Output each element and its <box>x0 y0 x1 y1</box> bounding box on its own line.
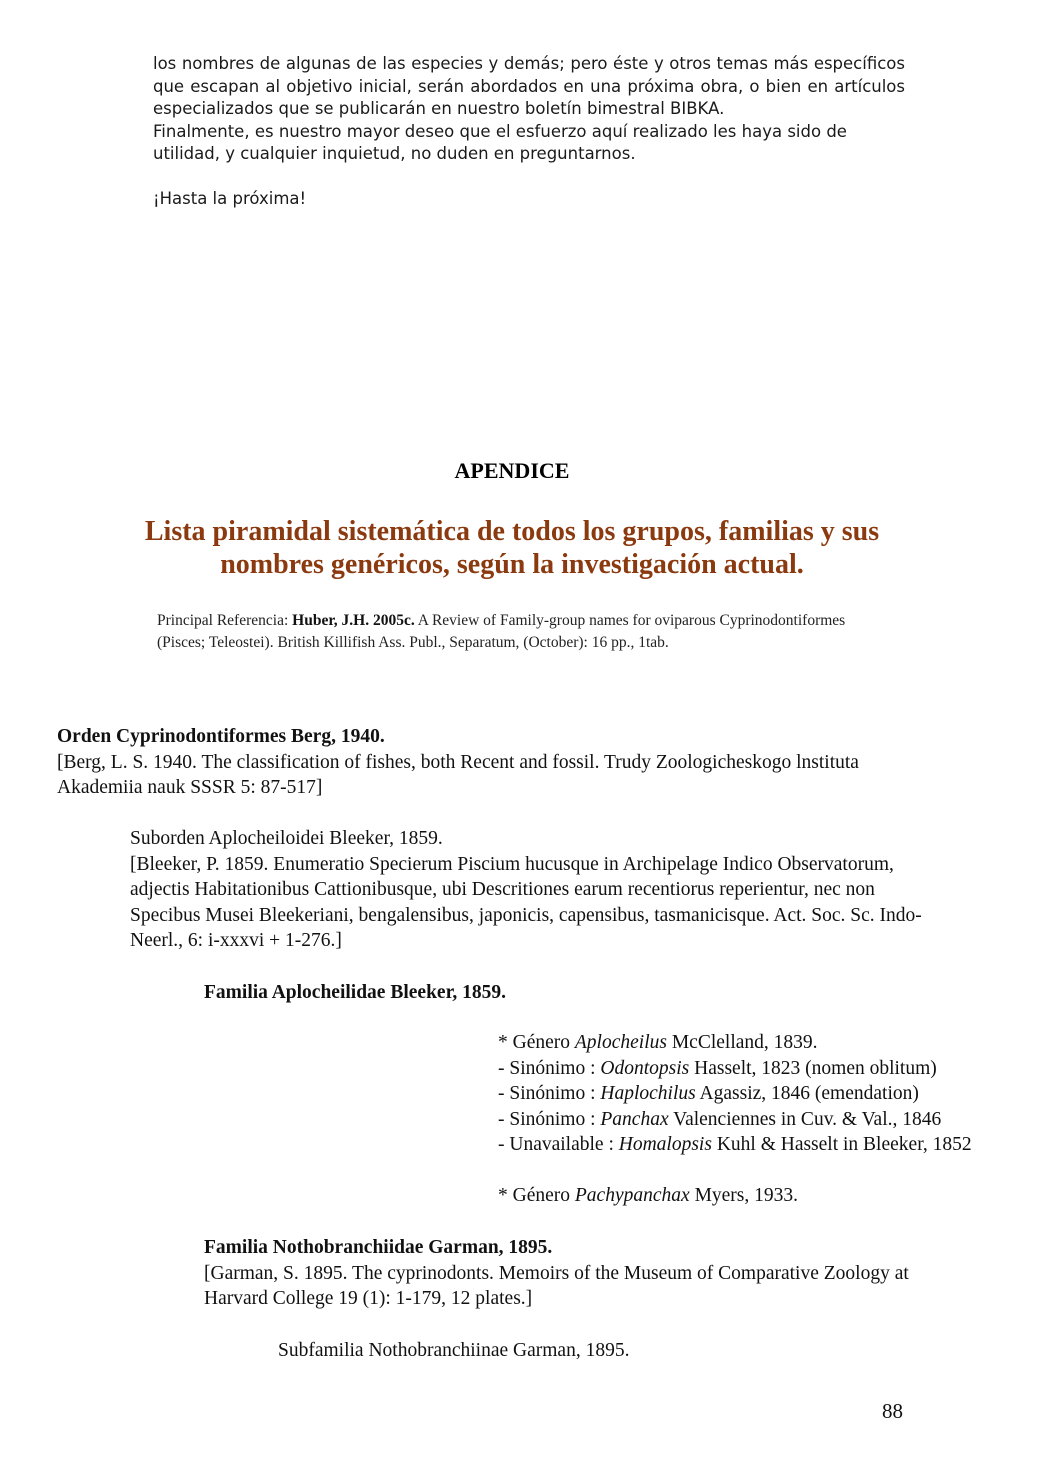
genus-name: Haplochilus <box>600 1083 696 1104</box>
genus-name: Homalopsis <box>618 1134 712 1155</box>
appendix-subtitle <box>0 515 1024 581</box>
suborden-heading: Suborden Aplocheiloidei Bleeker, 1859. <box>130 828 443 849</box>
orden-block <box>57 724 859 801</box>
subfamilia-block <box>278 1338 629 1364</box>
appendix-subtitle-line-1: Lista piramidal sistemática de todos los grupos, familias y sus <box>144 516 880 547</box>
suborden-ref-line-3: Specibus Musei Bleekeriani, bengalensibus, japonicis, capensibus, tasmanicisque. Act. Soc. Sc. Indo- <box>130 904 922 926</box>
suborden-ref-line-1: [Bleeker, P. 1859. Enumeratio Specierum Piscium hucusque in Archipelage Indico Observatorum, <box>130 853 894 875</box>
genus-name: Odontopsis <box>600 1057 690 1079</box>
genus-name: Panchax <box>600 1108 669 1130</box>
suborden-ref-line-4: Neerl., 6: i-xxxvi + 1-276.] <box>130 930 342 951</box>
familia-nothobranchiidae-ref-line-1: [Garman, S. 1895. The cyprinodonts. Memoirs of the Museum of Comparative Zoology at <box>204 1262 909 1284</box>
subfamilia-heading: Subfamilia Nothobranchiinae Garman, 1895. <box>278 1340 630 1361</box>
genus-row: * Género Pachypanchax Myers, 1933. <box>498 1185 799 1206</box>
familia-aplocheilidae-heading: Familia Aplocheilidae Bleeker, 1859. <box>204 982 507 1003</box>
suborden-ref-line-2: adjectis Habitationibus Cattionibusque, ubi Descritiones earum recentiorus reperientur, nec non <box>130 879 875 900</box>
reference-author: Huber, J.H. 2005c. <box>292 612 415 629</box>
synonym-row: - Sinónimo : Odontopsis Hasselt, 1823 (nomen oblitum) <box>498 1057 937 1079</box>
appendix-subtitle-line-2: nombres genéricos, según la investigación actual. <box>220 549 804 580</box>
genus-name: Pachypanchax <box>574 1185 690 1206</box>
reference-text: A Review of Family-group names for oviparous Cyprinodontiformes (Pisces; Teleostei). British Killifish Ass. Publ., Separatum, (October): 16 pp., 1tab. <box>157 612 846 651</box>
orden-ref-line-1: [Berg, L. S. 1940. The classification of fishes, both Recent and fossil. Trudy Zoologicheskogo lnstituta <box>57 751 859 773</box>
intro-closing: ¡Hasta la próxima! <box>153 189 307 208</box>
appendix-title: APENDICE <box>454 458 570 483</box>
unavailable-row: - Unavailable : Homalopsis Kuhl & Hasselt in Bleeker, 1852 <box>498 1134 972 1155</box>
synonym-row: - Sinónimo : Haplochilus Agassiz, 1846 (emendation) <box>498 1083 919 1104</box>
familia-nothobranchiidae-block <box>204 1235 909 1312</box>
genus-name: Aplocheilus <box>574 1032 667 1053</box>
intro-paragraph-2: Finalmente, es nuestro mayor deseo que el esfuerzo aquí realizado les haya sido de utilidad, y cualquier inquietud, no duden en preguntarnos. <box>153 121 847 163</box>
genera-list <box>498 1030 972 1209</box>
intro-paragraph-1: los nombres de algunas de las especies y demás; pero éste y otros temas más específicos que escapan al objetivo inicial, serán abordados en una próxima obra, o bien en artículos especializados que se publicarán en nuestro boletín bimestral BIBKA. <box>153 54 905 118</box>
orden-ref-line-2: Akademiia nauk SSSR 5: 87-517] <box>57 777 323 798</box>
suborden-block <box>130 826 922 954</box>
orden-heading: Orden Cyprinodontiformes Berg, 1940. <box>57 726 385 747</box>
familia-aplocheilidae-block <box>204 980 506 1006</box>
familia-nothobranchiidae-heading: Familia Nothobranchiidae Garman, 1895. <box>204 1237 553 1258</box>
reference-prefix: Principal Referencia: <box>157 612 293 629</box>
intro-text <box>153 53 905 211</box>
page-number: 88 <box>882 1399 903 1423</box>
principal-reference <box>157 610 897 654</box>
familia-nothobranchiidae-ref-line-2: Harvard College 19 (1): 1-179, 12 plates.] <box>204 1288 533 1309</box>
genus-row: * Género Aplocheilus McClelland, 1839. <box>498 1032 818 1053</box>
synonym-row: - Sinónimo : Panchax Valenciennes in Cuv. & Val., 1846 <box>498 1108 942 1130</box>
